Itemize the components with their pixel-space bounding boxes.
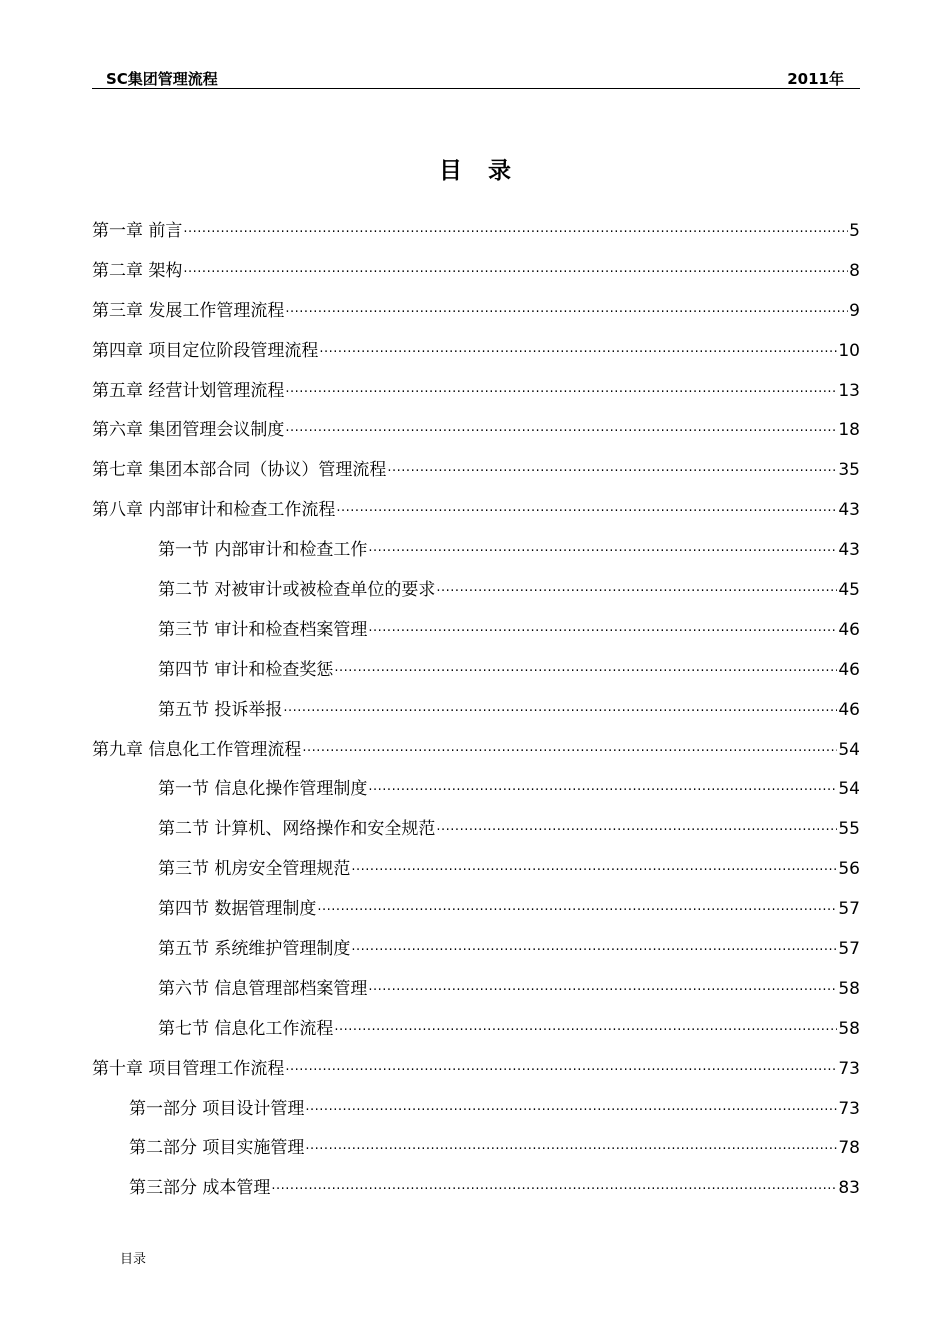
toc-entry[interactable]	[92, 774, 860, 814]
toc-entry[interactable]	[92, 535, 860, 575]
toc-entry-label: 第三节 机房安全管理规范	[158, 859, 351, 880]
toc-entry[interactable]	[92, 1173, 860, 1213]
toc-entry-page: 57	[838, 899, 860, 920]
page-header	[92, 66, 860, 89]
toc-leader-dots	[387, 457, 837, 487]
toc-entry-page: 45	[838, 580, 860, 601]
toc-entry-page: 18	[838, 420, 860, 441]
toc-entry-label: 第一部分 项目设计管理	[129, 1098, 305, 1119]
toc-title: 目录	[439, 158, 537, 184]
page-footer: 目录	[120, 1252, 147, 1267]
toc-entry[interactable]	[92, 655, 860, 695]
toc-entry[interactable]	[92, 455, 860, 495]
toc-entry-page: 35	[838, 460, 860, 481]
toc-leader-dots	[285, 298, 848, 328]
toc-entry-label: 第九章 信息化工作管理流程	[92, 739, 302, 760]
toc-entry[interactable]	[92, 735, 860, 775]
table-of-contents	[92, 216, 860, 1213]
toc-leader-dots	[368, 776, 837, 806]
toc-entry[interactable]	[92, 336, 860, 376]
toc-leader-dots	[285, 417, 837, 447]
toc-entry-page: 46	[838, 659, 860, 680]
toc-entry[interactable]	[92, 934, 860, 974]
toc-entry-label: 第四章 项目定位阶段管理流程	[92, 340, 319, 361]
toc-leader-dots	[336, 497, 837, 527]
toc-entry-page: 8	[849, 260, 860, 281]
toc-entry-label: 第六节 信息管理部档案管理	[158, 978, 368, 999]
toc-entry-label: 第七节 信息化工作流程	[158, 1018, 334, 1039]
toc-entry-page: 54	[838, 779, 860, 800]
toc-leader-dots	[368, 537, 837, 567]
toc-leader-dots	[436, 816, 837, 846]
toc-leader-dots	[305, 1135, 837, 1165]
toc-leader-dots	[285, 1056, 837, 1086]
header-year: 2011年	[787, 70, 844, 88]
toc-leader-dots	[351, 936, 837, 966]
toc-entry-page: 5	[849, 221, 860, 241]
toc-leader-dots	[334, 1016, 837, 1046]
toc-entry-label: 第三部分 成本管理	[129, 1178, 271, 1199]
toc-entry[interactable]	[92, 695, 860, 735]
toc-entry-label: 第五章 经营计划管理流程	[92, 380, 285, 401]
toc-entry-label: 第二节 计算机、网络操作和安全规范	[158, 819, 436, 840]
toc-entry-label: 第一节 内部审计和检查工作	[158, 540, 368, 561]
toc-entry[interactable]	[92, 296, 860, 336]
toc-leader-dots	[351, 856, 837, 886]
toc-entry-label: 第二部分 项目实施管理	[129, 1138, 305, 1159]
toc-entry[interactable]	[92, 495, 860, 535]
toc-leader-dots	[319, 338, 837, 368]
toc-entry-label: 第六章 集团管理会议制度	[92, 420, 285, 441]
toc-entry[interactable]	[92, 415, 860, 455]
toc-entry[interactable]	[92, 1094, 860, 1134]
toc-leader-dots	[283, 697, 837, 727]
toc-entry-label: 第四节 数据管理制度	[158, 899, 317, 920]
toc-entry-page: 43	[838, 500, 860, 521]
toc-entry-label: 第八章 内部审计和检查工作流程	[92, 500, 336, 521]
toc-leader-dots	[436, 577, 837, 607]
toc-entry[interactable]	[92, 216, 860, 256]
toc-entry-label: 第七章 集团本部合同（协议）管理流程	[92, 460, 387, 481]
toc-entry[interactable]	[92, 615, 860, 655]
toc-leader-dots	[271, 1175, 837, 1205]
toc-entry-page: 54	[838, 739, 860, 760]
toc-entry[interactable]	[92, 854, 860, 894]
toc-entry[interactable]	[92, 974, 860, 1014]
toc-leader-dots	[183, 258, 848, 288]
toc-entry-label: 第一节 信息化操作管理制度	[158, 779, 368, 800]
toc-leader-dots	[183, 218, 848, 248]
toc-leader-dots	[368, 617, 837, 647]
toc-entry[interactable]	[92, 1054, 860, 1094]
toc-leader-dots	[305, 1096, 837, 1126]
toc-entry-page: 58	[838, 978, 860, 999]
toc-entry[interactable]	[92, 1014, 860, 1054]
header-document-title: SC集团管理流程	[106, 70, 218, 88]
toc-entry-label: 第一章 前言	[92, 221, 183, 241]
toc-entry-label: 第四节 审计和检查奖惩	[158, 659, 334, 680]
toc-entry-label: 第五节 投诉举报	[158, 699, 283, 720]
toc-entry[interactable]	[92, 575, 860, 615]
toc-entry-label: 第二章 架构	[92, 260, 183, 281]
toc-entry-page: 73	[838, 1098, 860, 1119]
toc-entry-page: 83	[838, 1178, 860, 1199]
toc-leader-dots	[285, 378, 837, 408]
toc-entry[interactable]	[92, 376, 860, 416]
toc-entry-page: 56	[838, 859, 860, 880]
toc-entry-label: 第二节 对被审计或被检查单位的要求	[158, 580, 436, 601]
toc-entry-page: 78	[838, 1138, 860, 1159]
toc-entry-label: 第三节 审计和检查档案管理	[158, 619, 368, 640]
toc-entry-page: 13	[838, 380, 860, 401]
toc-entry-page: 46	[838, 619, 860, 640]
toc-entry[interactable]	[92, 1133, 860, 1173]
toc-leader-dots	[317, 896, 837, 926]
toc-entry-page: 9	[849, 300, 860, 321]
toc-entry-page: 43	[838, 540, 860, 561]
toc-entry-page: 73	[838, 1058, 860, 1079]
toc-entry-label: 第三章 发展工作管理流程	[92, 300, 285, 321]
toc-leader-dots	[334, 657, 837, 687]
toc-leader-dots	[368, 976, 837, 1006]
toc-entry[interactable]	[92, 894, 860, 934]
toc-entry-page: 58	[838, 1018, 860, 1039]
toc-entry-page: 55	[838, 819, 860, 840]
toc-entry[interactable]	[92, 256, 860, 296]
toc-entry-label: 第五节 系统维护管理制度	[158, 939, 351, 960]
toc-entry[interactable]	[92, 814, 860, 854]
toc-entry-page: 46	[838, 699, 860, 720]
toc-entry-page: 57	[838, 939, 860, 960]
toc-entry-label: 第十章 项目管理工作流程	[92, 1058, 285, 1079]
toc-leader-dots	[302, 737, 837, 767]
toc-entry-page: 10	[838, 340, 860, 361]
